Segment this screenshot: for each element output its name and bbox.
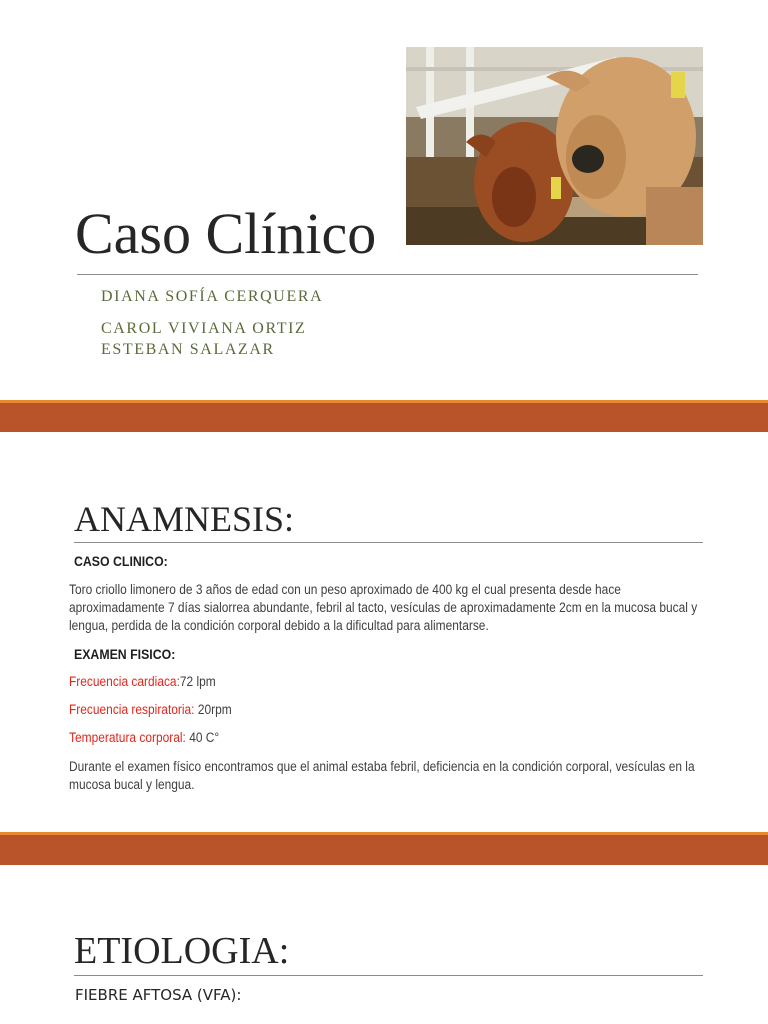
cattle-photo bbox=[406, 47, 703, 245]
author-2: CAROL VIVIANA ORTIZ bbox=[101, 320, 307, 337]
etiologia-divider bbox=[74, 975, 703, 976]
etiologia-subheading: FIEBRE AFTOSA (VFA): bbox=[75, 986, 242, 1004]
exam-heading: EXAMEN FISICO: bbox=[74, 646, 176, 662]
vital-temperature-value: 40 C° bbox=[185, 730, 220, 745]
etiologia-slide bbox=[0, 865, 768, 1024]
author-3: ESTEBAN SALAZAR bbox=[101, 341, 275, 358]
case-heading: CASO CLINICO: bbox=[74, 553, 168, 569]
anamnesis-divider bbox=[74, 542, 703, 543]
exam-summary: Durante el examen físico encontramos que el animal estaba febril, deficiencia en la condición corporal, vesículas en la mucosa bucal y lengua. bbox=[69, 759, 695, 792]
cattle-photo-icon bbox=[406, 47, 703, 245]
page-title: Caso Clínico bbox=[75, 201, 377, 266]
vital-respiratory-rate-label: Frecuencia respiratoria: bbox=[69, 702, 195, 717]
vital-respiratory-rate-value: 20rpm bbox=[194, 702, 232, 717]
vital-temperature bbox=[69, 729, 219, 747]
slide-separator-2 bbox=[0, 832, 768, 865]
title-divider bbox=[77, 274, 698, 275]
anamnesis-title: ANAMNESIS: bbox=[74, 499, 295, 539]
vital-heart-rate-label: Frecuencia cardiaca: bbox=[69, 674, 180, 689]
title-slide bbox=[0, 0, 768, 400]
slide-separator-1 bbox=[0, 400, 768, 432]
vital-respiratory-rate bbox=[69, 701, 232, 719]
vital-heart-rate bbox=[69, 673, 216, 691]
author-1: DIANA SOFÍA CERQUERA bbox=[101, 288, 324, 305]
case-description: Toro criollo limonero de 3 años de edad con un peso aproximado de 400 kg el cual presenta desde hace aproximadamente 7 días sialorrea abundante, febril al tacto, vesículas de aproximadamente 2cm en la mucosa bucal y lengua, perdida de la condición corporal debido a la dificultad para alimentarse. bbox=[69, 582, 698, 633]
vital-temperature-label: Temperatura corporal: bbox=[69, 730, 186, 745]
etiologia-title: ETIOLOGIA: bbox=[74, 930, 290, 972]
anamnesis-slide bbox=[0, 432, 768, 832]
vital-heart-rate-value: 72 lpm bbox=[179, 674, 216, 689]
